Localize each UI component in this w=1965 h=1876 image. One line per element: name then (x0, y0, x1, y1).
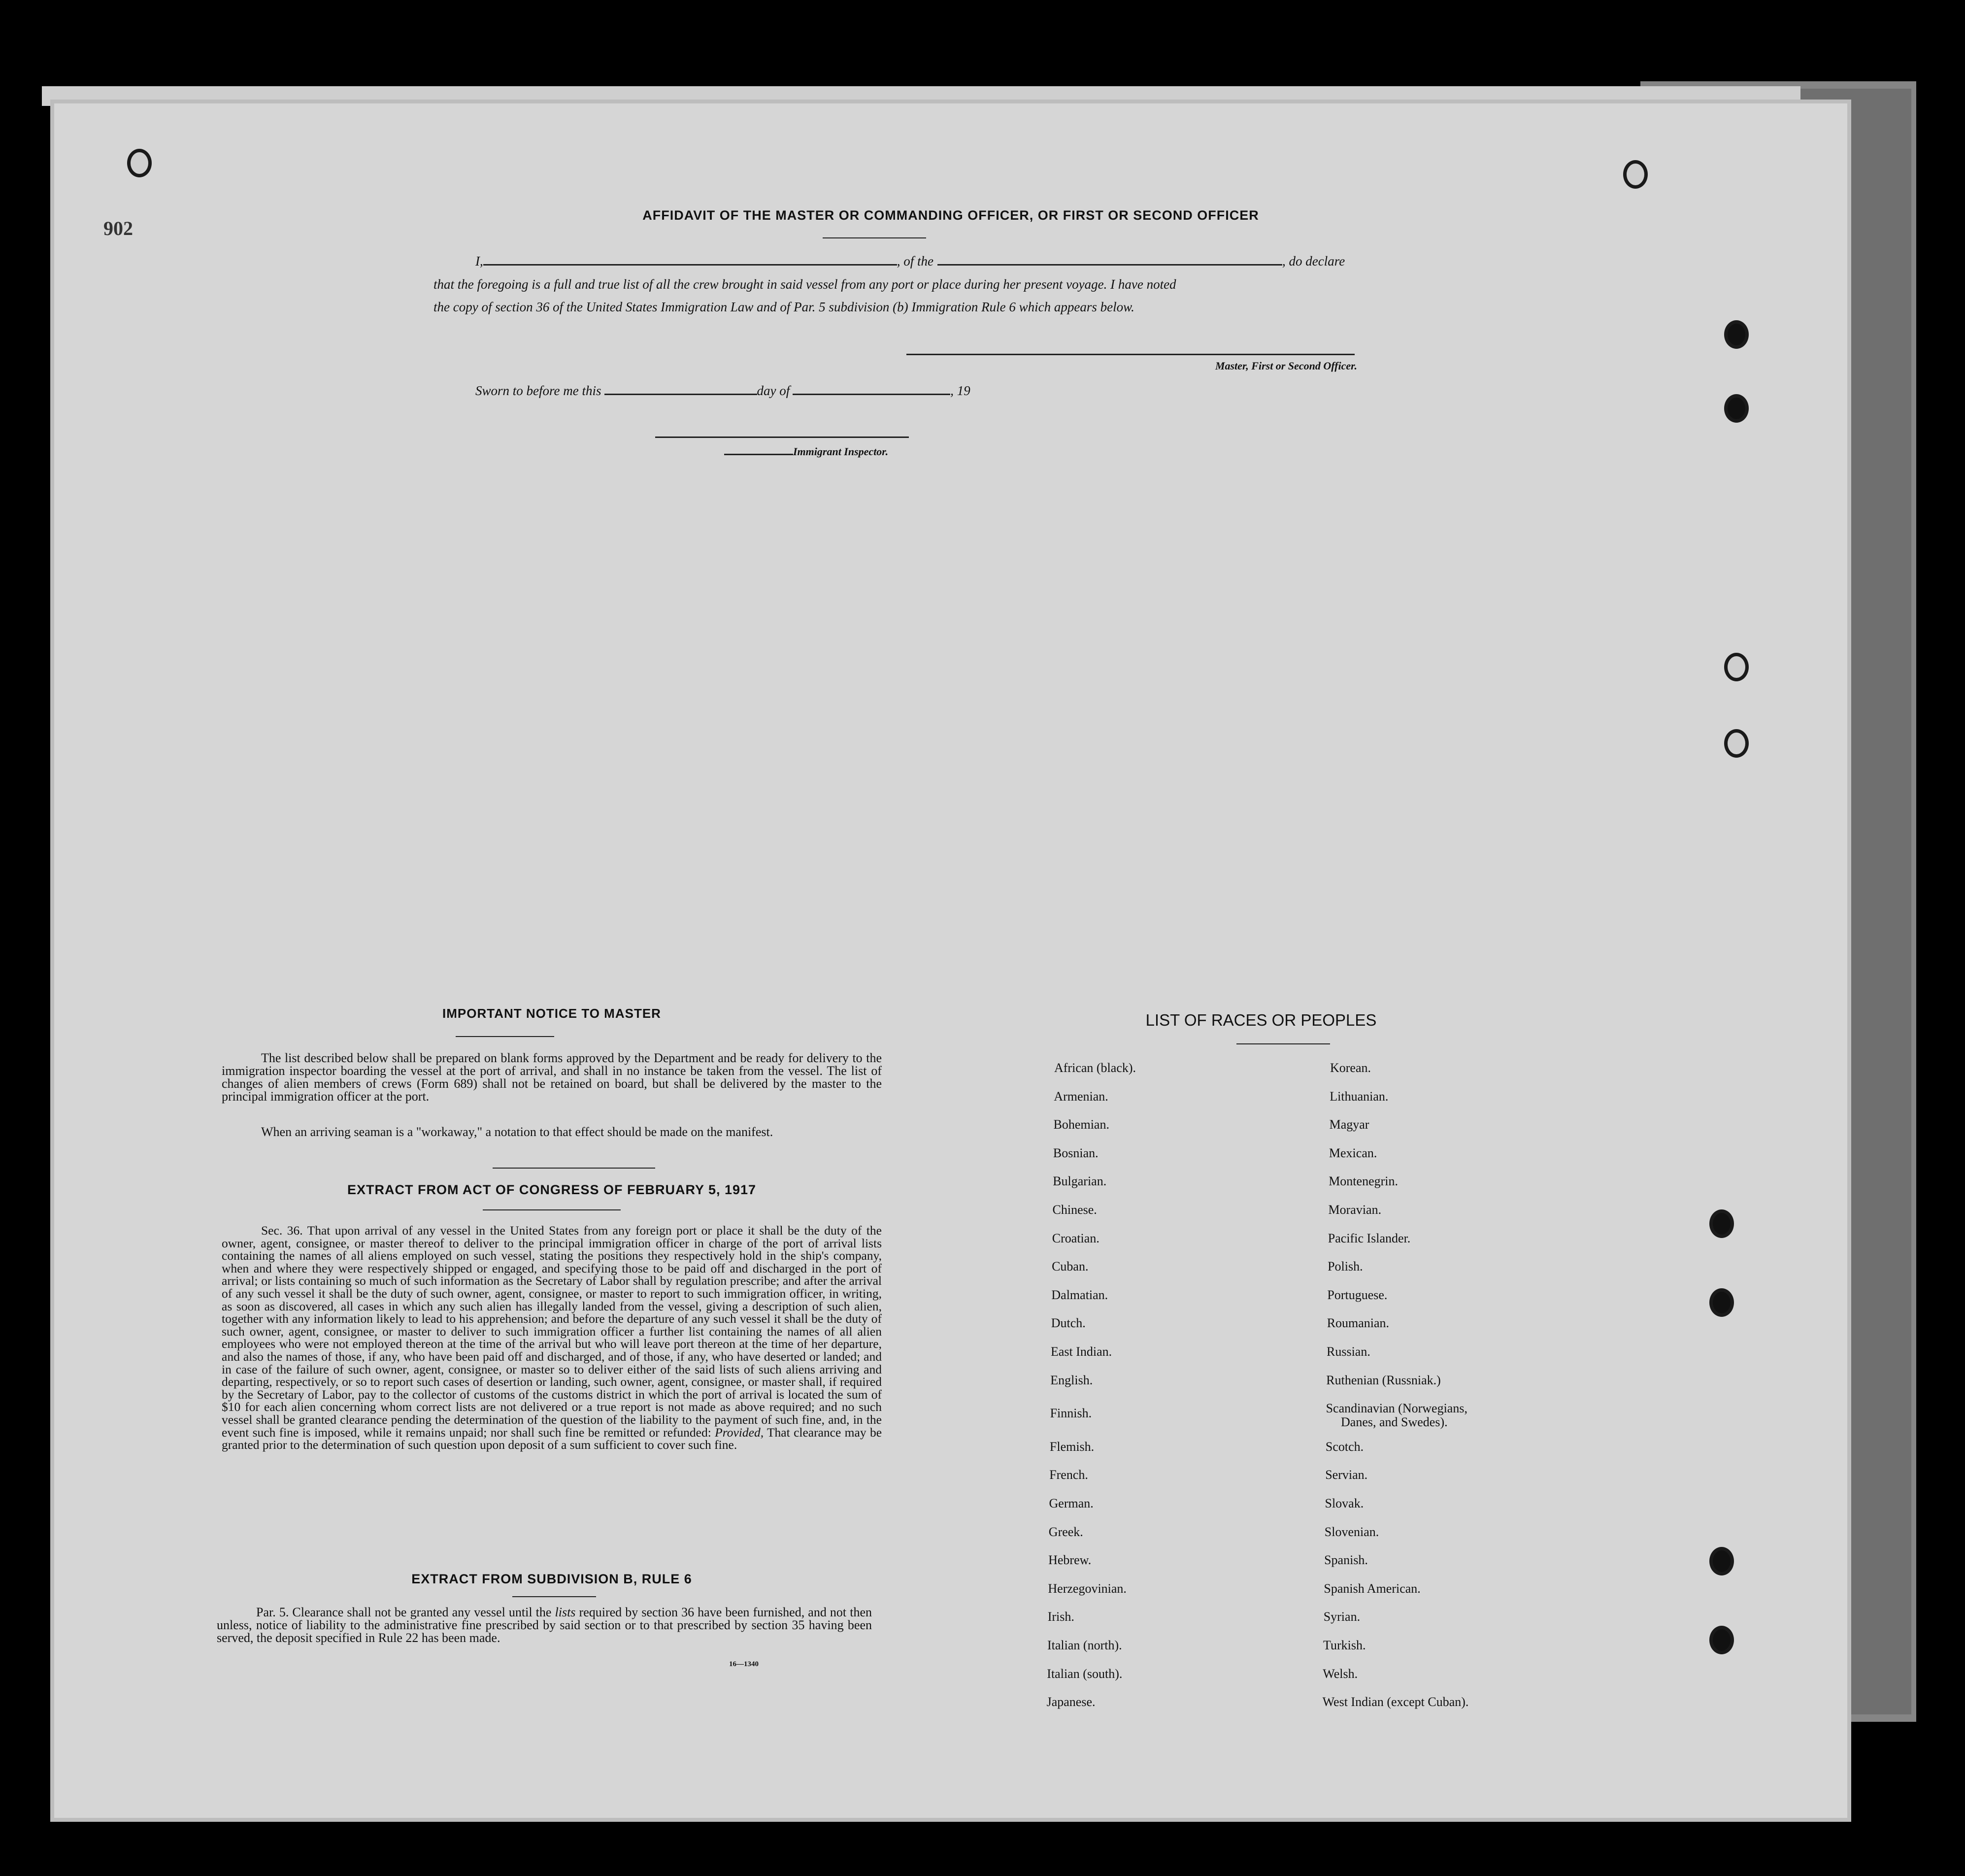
race-item: Japanese. (1046, 1695, 1096, 1709)
race-item: Russian. (1327, 1344, 1370, 1359)
punch-hole-icon (1709, 1288, 1734, 1317)
punch-hole-icon (1724, 653, 1749, 681)
affidavit-title: AFFIDAVIT OF THE MASTER OR COMMANDING OFFICER, OR FIRST OR SECOND OFFICER (642, 208, 1259, 223)
race-item: African (black). (1054, 1061, 1136, 1075)
race-item: West Indian (except Cuban). (1322, 1695, 1469, 1709)
punch-hole-icon (1709, 1209, 1734, 1238)
race-item: Montenegrin. (1329, 1174, 1398, 1189)
margin-stamp: 902 (103, 217, 133, 239)
punch-hole-icon (127, 149, 152, 177)
race-item: Armenian. (1054, 1089, 1108, 1104)
race-item: Magyar (1329, 1117, 1369, 1132)
race-item: Cuban. (1052, 1259, 1089, 1274)
notice-paragraph-2: When an arriving seaman is a "workaway," a notation to that effect should be made on the manifest. (261, 1125, 773, 1139)
section-label: Sec. 36. (261, 1223, 303, 1238)
race-item: Italian (north). (1047, 1638, 1122, 1652)
race-item: Roumanian. (1327, 1316, 1390, 1331)
punch-hole-icon (1709, 1626, 1734, 1654)
month-blank (793, 384, 950, 395)
section-text: That upon arrival of any vessel in the United States from any foreign port or place it shall be the duty of the owner, agent, consignee, or master thereof to deliver to the principal immigration officer in charge of the port of arrival lists containing the names of all aliens employed on such vessel, stating the positions they respectively hold in the ship's company, when and where they were respectively shipped or engaged, and specifying those to be paid off and discharged in the port of arrival; or lists containing so much of such information as the Secretary of Labor shall by regulation prescribe; and after the arrival of any such vessel it shall be the duty of such owner, agent, consignee, or master to report to such immigration officer, in writing, as soon as discovered, all cases in which any such alien has illegally landed from the vessel, giving a description of such alien, together with any information likely to lead to his apprehension; and before the departure of any such vessel it shall be the duty of such owner, agent, consignee, or master to deliver to such immigration officer a further list containing the names of all alien employees who were not employed thereon at the time of the arrival but who will leave port thereon at the time of her departure, and also the names of those, if any, who have been paid off and discharged, and of those, if any, who have deserted or landed; and in case of the failure of such owner, agent, consignee, or master so to deliver either of the said lists of such aliens arriving and departing, respectively, or so to report such cases of desertion or landing, such owner, agent, consignee, or master shall, if required by the Secretary of Labor, pay to the collector of customs of the customs district in which the port of arrival is located the sum of $10 for each alien concerning whom correct lists are not delivered or a true report is not made as above required; and no such vessel shall be granted clearance pending the determination of the question of the liability to the payment of such fine, and, in the event such fine is imposed, while it remains unpaid; nor shall such fine be remitted or refunded: (222, 1223, 882, 1440)
extract-rule-title: EXTRACT FROM SUBDIVISION B, RULE 6 (411, 1572, 692, 1586)
extract-rule-text: Par. 5. Clearance shall not be granted any vessel until the lists required by section 36 have been furnished, and not then unless, notice of liability to the administrative fine prescribed by said section or to that prescribed by section 35 having been served, the deposit specified in Rule 22 has been made. (217, 1605, 872, 1645)
divider (493, 1168, 655, 1169)
race-item: Syrian. (1323, 1609, 1361, 1624)
lists-word: lists (555, 1605, 576, 1619)
race-item: Welsh. (1323, 1666, 1358, 1681)
race-item: Slovenian. (1324, 1524, 1379, 1539)
race-item: Bulgarian. (1053, 1174, 1107, 1189)
name-blank (483, 254, 897, 266)
race-item: Mexican. (1329, 1145, 1377, 1160)
punch-hole-icon (1724, 729, 1749, 758)
race-item: Spanish American. (1324, 1581, 1421, 1596)
punch-hole-icon (1623, 160, 1648, 189)
inspector-signature-line (655, 436, 909, 438)
stacked-sheet-edge (42, 86, 1800, 106)
race-item: Polish. (1328, 1259, 1363, 1274)
provided-label: Provided, (715, 1425, 764, 1440)
notice-title: IMPORTANT NOTICE TO MASTER (442, 1006, 661, 1021)
races-title: LIST OF RACES OR PEOPLES (1145, 1011, 1377, 1029)
day-blank (604, 384, 757, 395)
sworn-line (475, 383, 970, 399)
divider (456, 1036, 554, 1037)
race-item: Herzegovinian. (1048, 1581, 1127, 1596)
inspector-lead-rule (724, 447, 793, 455)
race-item: Hebrew. (1048, 1553, 1092, 1568)
inspector-caption: Immigrant Inspector. (724, 445, 888, 458)
race-item: Ruthenian (Russniak.) (1326, 1373, 1441, 1387)
extract-act-text (222, 1224, 882, 1451)
race-item: German. (1049, 1496, 1094, 1510)
affidavit-declaration-line (475, 254, 1441, 269)
race-item: Pacific Islander. (1328, 1231, 1411, 1245)
race-item: Dalmatian. (1051, 1287, 1108, 1302)
form-number: 16—1340 (729, 1660, 759, 1668)
race-item: Greek. (1048, 1524, 1083, 1539)
race-item: Irish. (1047, 1609, 1074, 1624)
day-of-label: day of (757, 383, 790, 398)
manifest-page (54, 103, 1847, 1818)
affidavit-line-2: that the foregoing is a full and true list of all the crew brought in said vessel from any port or place during her present voyage. I have noted (433, 277, 1176, 292)
race-item: Korean. (1330, 1061, 1371, 1075)
divider (483, 1209, 621, 1210)
race-item: English. (1050, 1373, 1093, 1387)
punch-hole-icon (1724, 394, 1749, 423)
punch-hole-icon (1709, 1547, 1734, 1575)
punch-hole-icon (1724, 320, 1749, 349)
race-item: Bosnian. (1053, 1145, 1099, 1160)
race-item: Lithuanian. (1330, 1089, 1389, 1104)
affidavit-line-3: the copy of section 36 of the United States Immigration Law and of Par. 5 subdivision (b) Immigration Rule 6 which appears below. (433, 300, 1134, 314)
year-label: , 19 (950, 383, 970, 398)
race-item: Flemish. (1049, 1439, 1095, 1454)
race-item-continuation: Danes, and Swedes). (1341, 1415, 1448, 1430)
race-item: Italian (south). (1047, 1666, 1123, 1681)
section-text-end: That clearance may be granted prior to the determination of such question upon deposit of a sum sufficient to cover such fine. (222, 1425, 882, 1452)
race-item: Chinese. (1052, 1203, 1097, 1217)
race-item: Finnish. (1050, 1406, 1092, 1421)
notice-paragraph-1: The list described below shall be prepared on blank forms approved by the Department and be ready for delivery to the immigration inspector boarding the vessel at the port of arrival, and shall in no instance be taken from the vessel. The list of changes of alien members of crews (Form 689) shall not be retained on board, but shall be delivered by the master to the principal immigration officer at the port. (222, 1051, 882, 1104)
extract-act-title: EXTRACT FROM ACT OF CONGRESS OF FEBRUARY 5, 1917 (347, 1182, 757, 1197)
race-item: Scandinavian (Norwegians, (1326, 1401, 1467, 1416)
race-item: Croatian. (1052, 1231, 1099, 1245)
race-item: Scotch. (1325, 1439, 1364, 1454)
race-item: Bohemian. (1053, 1117, 1109, 1132)
race-item: Servian. (1325, 1468, 1368, 1482)
of-the-label: , of the (897, 254, 933, 268)
race-item: Moravian. (1328, 1203, 1382, 1217)
affidavit-i-label: I, (475, 254, 483, 268)
race-item: Spanish. (1324, 1553, 1368, 1568)
signature-line (906, 354, 1355, 355)
divider (512, 1596, 596, 1597)
divider (1236, 1043, 1330, 1044)
race-item: East Indian. (1051, 1344, 1112, 1359)
race-item: Portuguese. (1327, 1287, 1388, 1302)
race-item: French. (1049, 1468, 1088, 1482)
signature-caption: Master, First or Second Officer. (1215, 360, 1357, 372)
do-declare-label: , do declare (1282, 254, 1345, 268)
race-item: Dutch. (1051, 1316, 1086, 1331)
sworn-prefix: Sworn to before me this (475, 383, 601, 398)
race-item: Turkish. (1323, 1638, 1366, 1652)
race-item: Slovak. (1325, 1496, 1364, 1510)
divider (823, 237, 926, 238)
vessel-blank (937, 254, 1282, 266)
